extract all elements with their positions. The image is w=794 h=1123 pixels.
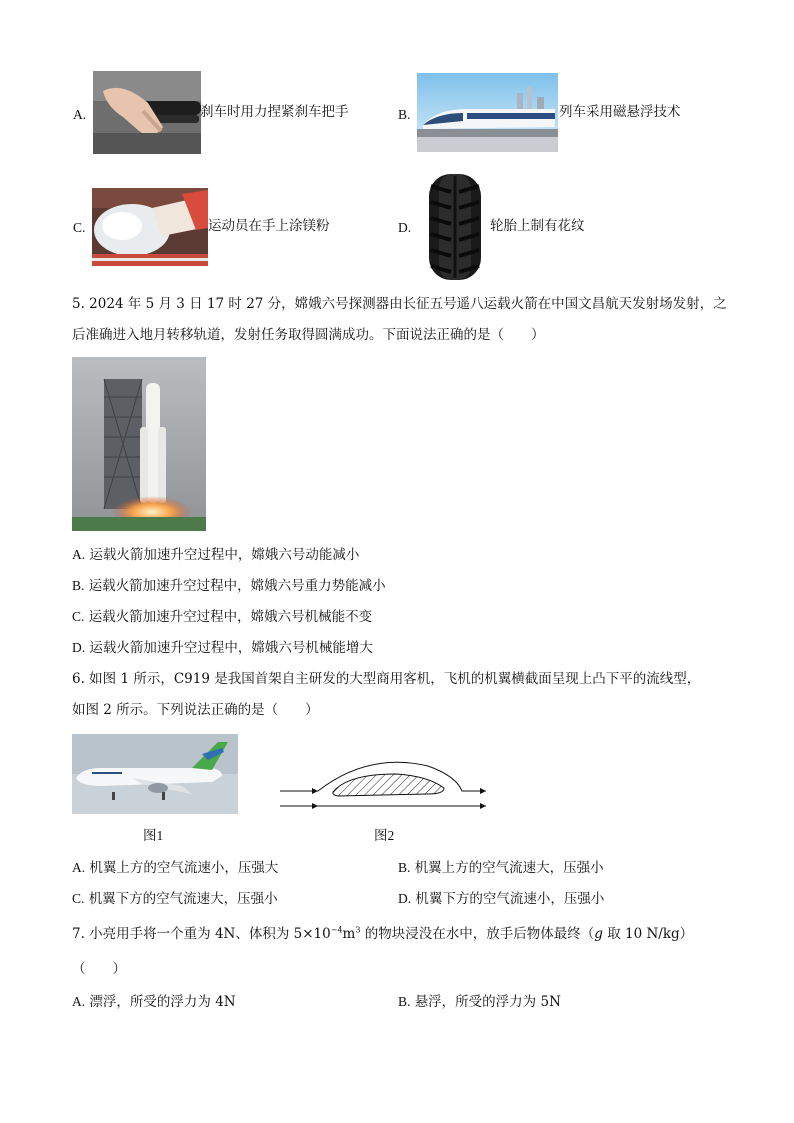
q6-option-d-letter: D. [398, 891, 412, 906]
q5-option-d-letter: D. [72, 640, 86, 655]
q5-option-a [72, 548, 359, 563]
q4-option-d-letter: D. [398, 220, 412, 235]
fig2-label: 图2 [374, 828, 395, 843]
q6-option-a-text: 机翼上方的空气流速小，压强大 [89, 860, 279, 876]
q5-option-d [72, 641, 373, 656]
tire-photo [423, 172, 488, 282]
q5-option-b [72, 579, 386, 594]
q5-stem-line1: 5. 2024 年 5 月 3 日 17 时 27 分，嫦娥六号探测器由长征五号遥八运载火箭在中国文昌航天发射场发射，之 [72, 296, 727, 312]
q7-volume-exp: −4 [330, 925, 343, 935]
c919-airplane-photo [72, 734, 238, 814]
q5-option-b-text: 运载火箭加速升空过程中，嫦娥六号重力势能减小 [88, 578, 386, 594]
q7-option-b-text: 悬浮，所受的浮力为 5N [414, 994, 561, 1010]
magnesium-chalk-photo [92, 188, 208, 266]
q6-option-a-letter: A. [72, 860, 86, 875]
q6-option-c-text: 机翼下方的空气流速大，压强小 [88, 891, 278, 907]
q7-volume-coef: 5×10 [293, 926, 331, 942]
fig1-label: 图1 [143, 828, 164, 843]
rocket-launch-photo [72, 357, 206, 531]
q5-option-b-letter: B. [72, 578, 85, 593]
q7-option-b-letter: B. [398, 994, 411, 1009]
q5-option-c [72, 610, 372, 625]
q7-volume-unit: m [342, 926, 356, 942]
q4-option-c-letter: C. [73, 220, 86, 235]
q7-stem-part-a: 7. 小亮用手将一个重为 4N、体积为 [72, 926, 294, 942]
airfoil-diagram [278, 754, 488, 814]
q7-stem-part-b: 的物块浸没在水中，放手后物体最终（ [360, 926, 595, 942]
q5-option-d-text: 运载火箭加速升空过程中，嫦娥六号机械能增大 [89, 640, 373, 656]
q7-option-b [398, 995, 561, 1010]
q6-option-d-text: 机翼下方的空气流速小，压强小 [415, 891, 605, 907]
brake-hand-photo [93, 71, 201, 154]
q6-stem-line2: 如图 2 所示。下列说法正确的是（ ） [72, 702, 319, 718]
q7-option-a-letter: A. [72, 994, 86, 1009]
q7-g-symbol: g [594, 926, 603, 942]
q7-stem-line1 [72, 925, 694, 942]
q6-option-b-text: 机翼上方的空气流速大，压强小 [414, 860, 604, 876]
q4-option-a-text: 刹车时用力捏紧刹车把手 [200, 104, 349, 120]
q5-option-c-text: 运载火箭加速升空过程中，嫦娥六号机械能不变 [88, 609, 373, 625]
q4-option-c-text: 运动员在手上涂镁粉 [208, 218, 330, 234]
q4-option-b-letter: B. [398, 107, 411, 122]
q7-option-a [72, 995, 236, 1010]
q4-option-b-text: 列车采用磁悬浮技术 [559, 104, 681, 120]
q6-option-b [398, 861, 604, 876]
q6-option-b-letter: B. [398, 860, 411, 875]
q7-stem-part-c: 取 10 N/kg） [602, 926, 694, 942]
q7-option-a-text: 漂浮，所受的浮力为 4N [89, 994, 236, 1010]
q7-volume-unit-exp: 3 [355, 925, 361, 935]
q6-option-d [398, 892, 604, 907]
q4-option-d-text: 轮胎上制有花纹 [490, 218, 585, 234]
q6-option-a [72, 861, 278, 876]
q5-option-c-letter: C. [72, 609, 85, 624]
q6-stem-line1: 6. 如图 1 所示，C919 是我国首架自主研发的大型商用客机，飞机的机翼横截面呈现上凸下平的流线型， [72, 671, 701, 687]
q5-option-a-letter: A. [72, 547, 86, 562]
maglev-train-photo [417, 73, 558, 152]
q5-stem-line2: 后准确进入地月转移轨道，发射任务取得圆满成功。下面说法正确的是（ ） [72, 327, 545, 343]
q6-option-c [72, 892, 278, 907]
q5-option-a-text: 运载火箭加速升空过程中，嫦娥六号动能减小 [89, 547, 360, 563]
q4-option-a-letter: A. [73, 107, 87, 122]
q7-stem-line2: （ ） [72, 961, 126, 977]
q6-option-c-letter: C. [72, 891, 85, 906]
